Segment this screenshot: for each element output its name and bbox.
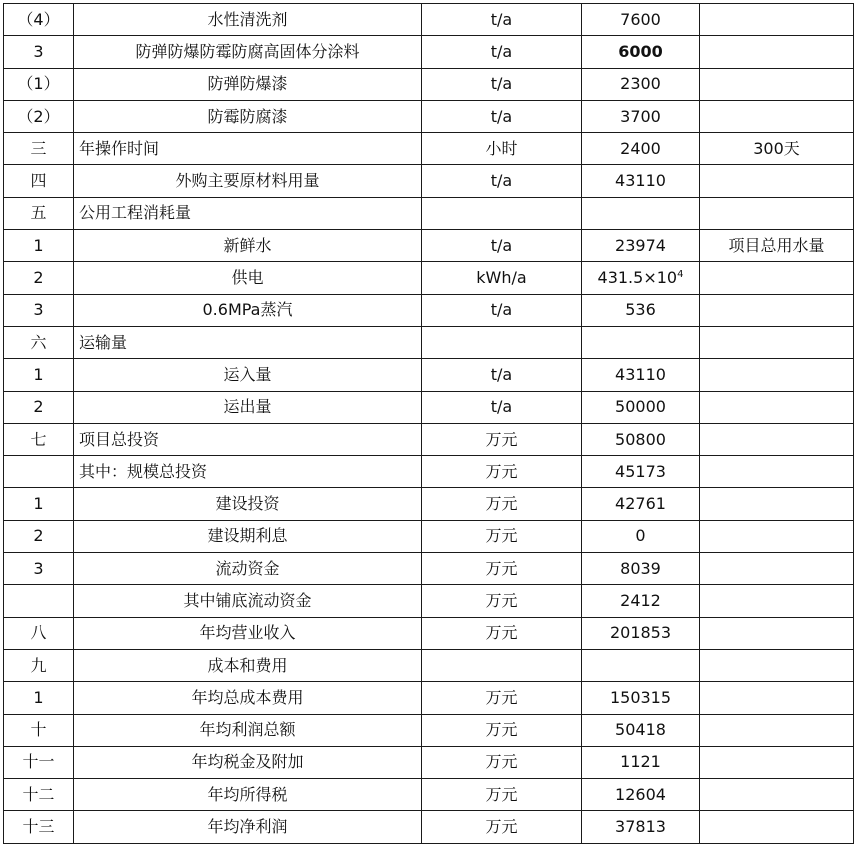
data-table xyxy=(3,3,854,844)
row-index-cell: 2 xyxy=(4,391,74,423)
value-cell: 12604 xyxy=(582,779,700,811)
item-name-cell: 年均所得税 xyxy=(74,779,422,811)
value-cell: 2300 xyxy=(582,68,700,100)
unit-cell: 万元 xyxy=(422,811,582,843)
value-cell: 23974 xyxy=(582,230,700,262)
table-row xyxy=(4,262,854,294)
remark-cell xyxy=(700,359,854,391)
remark-cell xyxy=(700,714,854,746)
remark-cell xyxy=(700,100,854,132)
table-row xyxy=(4,165,854,197)
unit-cell: 万元 xyxy=(422,714,582,746)
row-index-cell: 3 xyxy=(4,553,74,585)
unit-cell: 万元 xyxy=(422,682,582,714)
unit-cell: t/a xyxy=(422,391,582,423)
table-row xyxy=(4,617,854,649)
value-cell: 50000 xyxy=(582,391,700,423)
table-row xyxy=(4,100,854,132)
value-cell: 43110 xyxy=(582,359,700,391)
table-row xyxy=(4,488,854,520)
unit-cell: 万元 xyxy=(422,488,582,520)
item-name-cell: 年均净利润 xyxy=(74,811,422,843)
item-name-cell: 年均总成本费用 xyxy=(74,682,422,714)
table-row xyxy=(4,294,854,326)
table-row xyxy=(4,133,854,165)
value-cell: 201853 xyxy=(582,617,700,649)
row-index-cell: 三 xyxy=(4,133,74,165)
value-cell: 0 xyxy=(582,520,700,552)
table-row xyxy=(4,230,854,262)
value-cell: 7600 xyxy=(582,4,700,36)
row-index-cell: 2 xyxy=(4,262,74,294)
item-name-cell: 外购主要原材料用量 xyxy=(74,165,422,197)
row-index-cell: 九 xyxy=(4,649,74,681)
item-name-cell: 年均利润总额 xyxy=(74,714,422,746)
row-index-cell: 十三 xyxy=(4,811,74,843)
item-name-cell: 年均营业收入 xyxy=(74,617,422,649)
row-index-cell xyxy=(4,456,74,488)
unit-cell: t/a xyxy=(422,4,582,36)
remark-cell xyxy=(700,294,854,326)
remark-cell xyxy=(700,326,854,358)
table-row xyxy=(4,68,854,100)
value-cell: 3700 xyxy=(582,100,700,132)
table-row xyxy=(4,326,854,358)
row-index-cell: 1 xyxy=(4,359,74,391)
remark-cell: 300天 xyxy=(700,133,854,165)
item-name-cell: 成本和费用 xyxy=(74,649,422,681)
value-cell xyxy=(582,326,700,358)
unit-cell: t/a xyxy=(422,165,582,197)
unit-cell: t/a xyxy=(422,359,582,391)
row-index-cell: 1 xyxy=(4,488,74,520)
remark-cell xyxy=(700,779,854,811)
row-index-cell: 六 xyxy=(4,326,74,358)
item-name-cell: 建设期利息 xyxy=(74,520,422,552)
remark-cell: 项目总用水量 xyxy=(700,230,854,262)
row-index-cell: 3 xyxy=(4,294,74,326)
remark-cell xyxy=(700,391,854,423)
value-cell: 2400 xyxy=(582,133,700,165)
remark-cell xyxy=(700,197,854,229)
remark-cell xyxy=(700,553,854,585)
table-row xyxy=(4,682,854,714)
item-name-cell: 运出量 xyxy=(74,391,422,423)
remark-cell xyxy=(700,617,854,649)
table-row xyxy=(4,746,854,778)
unit-cell: t/a xyxy=(422,294,582,326)
unit-cell: 万元 xyxy=(422,520,582,552)
item-name-cell: 水性清洗剂 xyxy=(74,4,422,36)
item-name-cell: 0.6MPa蒸汽 xyxy=(74,294,422,326)
unit-cell: t/a xyxy=(422,68,582,100)
row-index-cell: （1） xyxy=(4,68,74,100)
value-cell: 37813 xyxy=(582,811,700,843)
value-cell: 50800 xyxy=(582,423,700,455)
remark-cell xyxy=(700,746,854,778)
unit-cell xyxy=(422,197,582,229)
table-row xyxy=(4,520,854,552)
remark-cell xyxy=(700,165,854,197)
value-cell: 50418 xyxy=(582,714,700,746)
row-index-cell: （4） xyxy=(4,4,74,36)
item-name-cell: 年操作时间 xyxy=(74,133,422,165)
row-index-cell: 十一 xyxy=(4,746,74,778)
unit-cell xyxy=(422,649,582,681)
remark-cell xyxy=(700,36,854,68)
table-row xyxy=(4,456,854,488)
unit-cell: t/a xyxy=(422,36,582,68)
table-row xyxy=(4,391,854,423)
unit-cell: 万元 xyxy=(422,779,582,811)
table-row xyxy=(4,649,854,681)
table-row xyxy=(4,359,854,391)
value-cell: 8039 xyxy=(582,553,700,585)
remark-cell xyxy=(700,68,854,100)
remark-cell xyxy=(700,520,854,552)
unit-cell: 小时 xyxy=(422,133,582,165)
value-cell xyxy=(582,262,700,294)
table-row xyxy=(4,714,854,746)
remark-cell xyxy=(700,423,854,455)
remark-cell xyxy=(700,649,854,681)
unit-cell xyxy=(422,326,582,358)
value-cell: 42761 xyxy=(582,488,700,520)
value-cell: 536 xyxy=(582,294,700,326)
value-cell xyxy=(582,197,700,229)
item-name-cell: 其中：规模总投资 xyxy=(74,456,422,488)
table-row xyxy=(4,36,854,68)
row-index-cell: 八 xyxy=(4,617,74,649)
value-cell: 2412 xyxy=(582,585,700,617)
row-index-cell: 3 xyxy=(4,36,74,68)
item-name-cell: 项目总投资 xyxy=(74,423,422,455)
value-cell xyxy=(582,649,700,681)
item-name-cell: 流动资金 xyxy=(74,553,422,585)
item-name-cell: 运入量 xyxy=(74,359,422,391)
unit-cell: t/a xyxy=(422,230,582,262)
row-index-cell: 1 xyxy=(4,682,74,714)
unit-cell: t/a xyxy=(422,100,582,132)
remark-cell xyxy=(700,4,854,36)
item-name-cell: 年均税金及附加 xyxy=(74,746,422,778)
item-name-cell: 其中铺底流动资金 xyxy=(74,585,422,617)
value-cell: 6000 xyxy=(582,36,700,68)
remark-cell xyxy=(700,811,854,843)
value-cell: 43110 xyxy=(582,165,700,197)
table-row xyxy=(4,197,854,229)
item-name-cell: 防弹防爆防霉防腐高固体分涂料 xyxy=(74,36,422,68)
table-row xyxy=(4,811,854,843)
unit-cell: 万元 xyxy=(422,553,582,585)
row-index-cell: 1 xyxy=(4,230,74,262)
remark-cell xyxy=(700,488,854,520)
row-index-cell: 十二 xyxy=(4,779,74,811)
unit-cell: 万元 xyxy=(422,585,582,617)
unit-cell: 万元 xyxy=(422,617,582,649)
row-index-cell xyxy=(4,585,74,617)
item-name-cell: 供电 xyxy=(74,262,422,294)
row-index-cell: 十 xyxy=(4,714,74,746)
table-row xyxy=(4,553,854,585)
item-name-cell: 防弹防爆漆 xyxy=(74,68,422,100)
power-value-base: 431.5×10 xyxy=(597,268,678,288)
table-row xyxy=(4,4,854,36)
item-name-cell: 新鲜水 xyxy=(74,230,422,262)
row-index-cell: 五 xyxy=(4,197,74,229)
item-name-cell: 防霉防腐漆 xyxy=(74,100,422,132)
value-cell: 45173 xyxy=(582,456,700,488)
table-row xyxy=(4,779,854,811)
item-name-cell: 运输量 xyxy=(74,326,422,358)
row-index-cell: 七 xyxy=(4,423,74,455)
remark-cell xyxy=(700,456,854,488)
value-cell: 1121 xyxy=(582,746,700,778)
unit-cell: 万元 xyxy=(422,746,582,778)
power-value-exponent: 4 xyxy=(677,269,684,281)
unit-cell: 万元 xyxy=(422,423,582,455)
remark-cell xyxy=(700,262,854,294)
table-row xyxy=(4,585,854,617)
row-index-cell: （2） xyxy=(4,100,74,132)
item-name-cell: 建设投资 xyxy=(74,488,422,520)
remark-cell xyxy=(700,585,854,617)
table-row xyxy=(4,423,854,455)
unit-cell: 万元 xyxy=(422,456,582,488)
row-index-cell: 四 xyxy=(4,165,74,197)
value-cell: 150315 xyxy=(582,682,700,714)
row-index-cell: 2 xyxy=(4,520,74,552)
unit-cell: kWh/a xyxy=(422,262,582,294)
remark-cell xyxy=(700,682,854,714)
item-name-cell: 公用工程消耗量 xyxy=(74,197,422,229)
